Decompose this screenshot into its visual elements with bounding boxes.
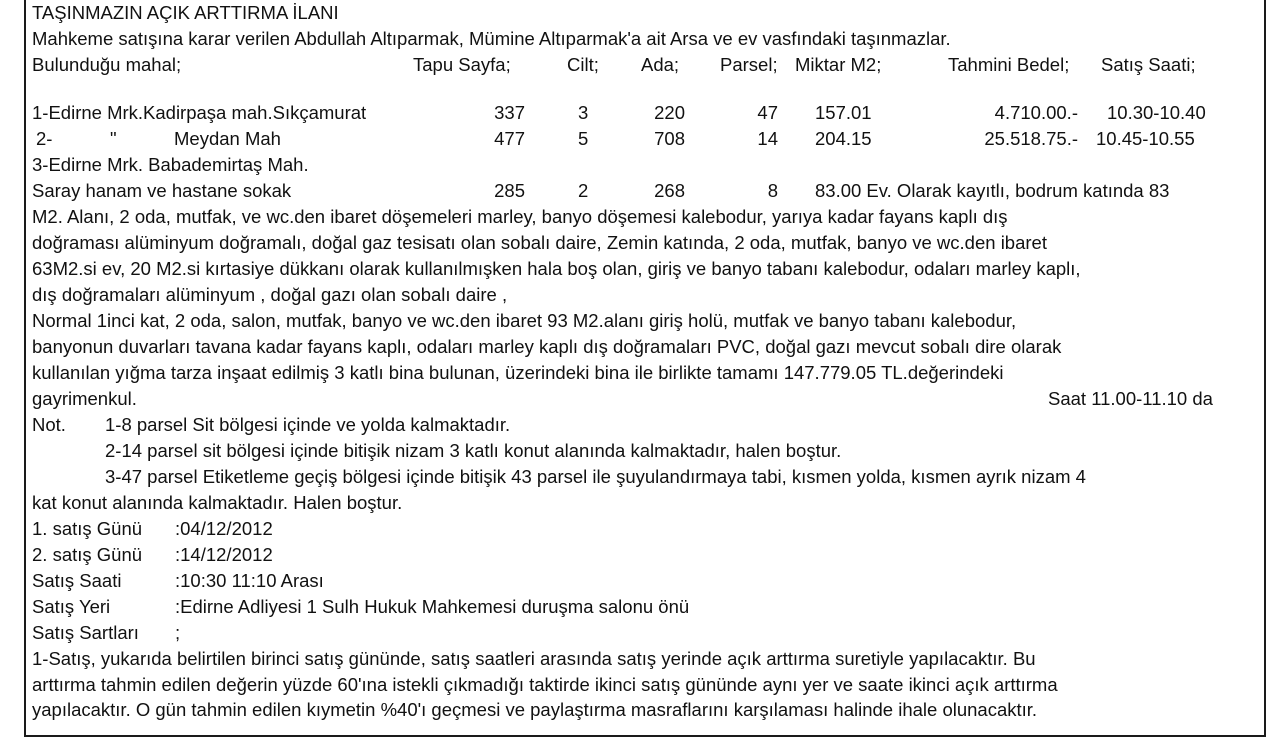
detail-label: 1. satış Günü [32, 518, 143, 539]
row-mahal: Saray hanam ve hastane sokak [32, 180, 292, 201]
detail-value: :10:30 11:10 Arası [175, 570, 324, 591]
detail-label: Satış Sartları [32, 622, 139, 643]
row-sayfa: 337 [494, 102, 525, 123]
detail-value: ; [175, 622, 181, 643]
note-item: 2-14 parsel sit bölgesi içinde bitişik nizam 3 katlı konut alanında kalmaktadır, halen boştur. [105, 440, 842, 461]
sale-time-note: Saat 11.00-11.10 da [1048, 388, 1213, 409]
row-bedel: 25.518.75.- [984, 128, 1078, 149]
row-bedel: 4.710.00.- [994, 102, 1078, 123]
row-cilt: 3 [578, 102, 589, 123]
description-line: doğraması alüminyum doğramalı, doğal gaz tesisatı olan sobalı daire, Zemin katında, 2 oda, mutfak, banyo ve wc.den ibaret [32, 232, 1047, 253]
detail-label: 2. satış Günü [32, 544, 143, 565]
row-parsel: 47 [757, 102, 778, 123]
row-mahal-line1: 3-Edirne Mrk. Babademirtaş Mah. [32, 154, 309, 175]
row-ada: 220 [654, 102, 685, 123]
header-satis-saati: Satış Saati; [1101, 54, 1196, 75]
header-tahmini-bedel: Tahmini Bedel; [948, 54, 1070, 75]
header-tapu-sayfa: Tapu Sayfa; [413, 54, 511, 75]
note-continuation: kat konut alanında kalmaktadır. Halen boştur. [32, 492, 403, 513]
intro-text: Mahkeme satışına karar verilen Abdullah Altıparmak, Mümine Altıparmak'a ait Arsa ve ev vasfındaki taşınmazlar. [32, 28, 951, 49]
row-ada: 708 [654, 128, 685, 149]
header-ada: Ada; [641, 54, 680, 75]
row-parsel: 14 [757, 128, 778, 149]
row-miktar: 157.01 [815, 102, 872, 123]
row-mahal: 1-Edirne Mrk.Kadirpaşa mah.Sıkçamurat [32, 102, 367, 123]
header-parsel: Parsel; [720, 54, 778, 75]
row-miktar-description: 83.00 Ev. Olarak kayıtlı, bodrum katında 83 [815, 180, 1170, 201]
row-sayfa: 285 [494, 180, 525, 201]
row-ditto-mark: " [110, 128, 117, 149]
description-line: kullanılan yığma tarza inşaat edilmiş 3 katlı bina bulunan, üzerindeki bina ile birlikte tamamı 147.779.05 TL.değerindeki [32, 362, 1004, 383]
header-miktar: Miktar M2; [795, 54, 882, 75]
notice-title: TAŞINMAZIN AÇIK ARTTIRMA İLANI [32, 2, 339, 23]
header-mahal: Bulunduğu mahal; [32, 54, 182, 75]
row-parsel: 8 [767, 180, 778, 201]
row-ada: 268 [654, 180, 685, 201]
note-item: 1-8 parsel Sit bölgesi içinde ve yolda kalmaktadır. [105, 414, 511, 435]
row-saat: 10.30-10.40 [1107, 102, 1206, 123]
description-line: gayrimenkul. [32, 388, 137, 409]
detail-label: Satış Yeri [32, 596, 111, 617]
detail-value: :04/12/2012 [175, 518, 273, 539]
detail-value: :14/12/2012 [175, 544, 273, 565]
detail-label: Satış Saati [32, 570, 122, 591]
description-line: 63M2.si ev, 20 M2.si kırtasiye dükkanı olarak kullanılmışken hala boş olan, giriş ve banyo tabanı kalebodur, odaları marley kaplı, [32, 258, 1081, 279]
row-prefix: 2- [36, 128, 53, 149]
description-line: banyonun duvarları tavana kadar fayans kaplı, odaları marley kaplı dış doğramaları PVC, doğal gazı mevcut sobalı dire olarak [32, 336, 1062, 357]
header-cilt: Cilt; [567, 54, 599, 75]
condition-line: arttırma tahmin edilen değerin yüzde 60'ına istekli çıkmadığı taktirde ikinci satış gününde aynı yer ve saate ikinci açık arttırma [32, 674, 1058, 695]
row-cilt: 2 [578, 180, 589, 201]
condition-line: 1-Satış, yukarıda belirtilen birinci satış gününde, satış saatleri arasında satış yerinde açık arttırma suretiyle yapılacaktır. Bu [32, 648, 1036, 669]
row-mahal: Meydan Mah [174, 128, 281, 149]
description-line: dış doğramaları alüminyum , doğal gazı olan sobalı daire , [32, 284, 508, 305]
row-miktar: 204.15 [815, 128, 872, 149]
condition-line: yapılacaktır. O gün tahmin edilen kıymetin %40'ı geçmesi ve paylaştırma masraflarını karşılaması halinde ihale olunacaktır. [32, 699, 1038, 720]
description-line: M2. Alanı, 2 oda, mutfak, ve wc.den ibaret döşemeleri marley, banyo döşemesi kalebodur, yarıya kadar fayans kaplı dış [32, 206, 1008, 227]
note-item: 3-47 parsel Etiketleme geçiş bölgesi içinde bitişik 43 parsel ile şuyulandırmaya tabi, kısmen yolda, kısmen ayrık nizam 4 [105, 466, 1086, 487]
row-cilt: 5 [578, 128, 589, 149]
detail-value: :Edirne Adliyesi 1 Sulh Hukuk Mahkemesi duruşma salonu önü [175, 596, 690, 617]
notes-label: Not. [32, 414, 66, 435]
row-sayfa: 477 [494, 128, 525, 149]
description-line: Normal 1inci kat, 2 oda, salon, mutfak, banyo ve wc.den ibaret 93 M2.alanı giriş holü, mutfak ve banyo tabanı kalebodur, [32, 310, 1017, 331]
row-saat: 10.45-10.55 [1096, 128, 1195, 149]
